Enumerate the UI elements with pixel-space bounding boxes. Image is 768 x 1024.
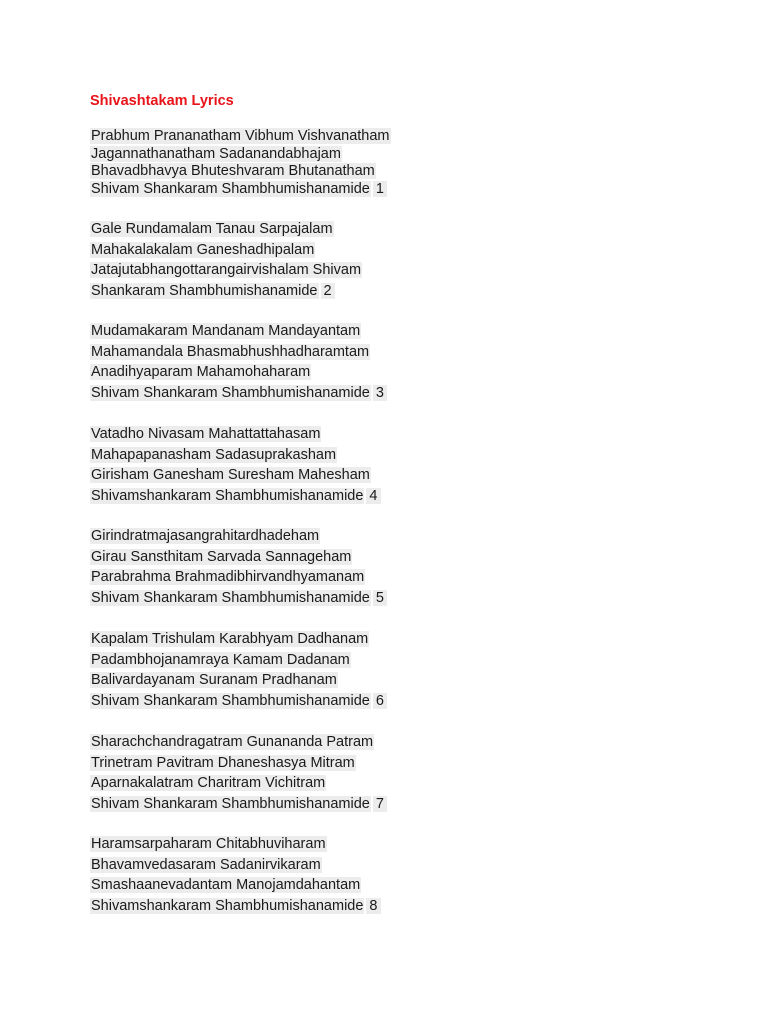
lyric-text: Mahapapanasham Sadasuprakasham [91,446,337,463]
lyric-text: Shivam Shankaram Shambhumishanamide [91,692,370,709]
lyric-text: Shivamshankaram Shambhumishanamide [91,487,364,504]
lyric-line [90,163,391,181]
lyric-line [90,670,387,691]
lyric-line [90,281,362,302]
lyric-line [90,181,391,199]
document-title: Shivashtakam Lyrics [90,93,234,109]
lyric-text: Padambhojanamraya Kamam Dadanam [91,651,350,668]
lyric-text: Mudamakaram Mandanam Mandayantam [91,323,361,339]
lyric-line [90,362,387,383]
stanza [90,526,387,608]
lyric-line [90,855,381,876]
lyric-line [90,834,381,855]
lyric-line [90,650,387,671]
lyric-text: Shivam Shankaram Shambhumishanamide [91,795,370,812]
lyric-text: Shivamshankaram Shambhumishanamide [91,897,364,914]
lyric-text: Jagannathanatham Sadanandabhajam [91,145,341,162]
verse-number: 1 [373,181,387,197]
lyric-text: Haramsarpaharam Chitabhuviharam [91,836,326,852]
stanza [90,629,387,711]
lyric-text: Girau Sansthitam Sarvada Sannageham [91,548,352,565]
lyric-text: Shivam Shankaram Shambhumishanamide [91,589,370,606]
verse-number: 8 [366,898,380,914]
stanza [90,834,381,916]
verse-number: 6 [373,693,387,709]
lyric-line [90,486,381,507]
stanza [90,321,387,403]
lyric-text: Girisham Ganesham Suresham Mahesham [91,467,370,483]
lyric-text: Smashaanevadantam Manojamdahantam [91,877,361,893]
lyric-text: Aparnakalatram Charitram Vichitram [91,775,326,791]
lyric-text: Parabrahma Brahmadibhirvandhyamanam [91,569,365,585]
stanza [90,424,381,506]
lyric-line [90,321,387,342]
lyric-text: Anadihyaparam Mahamohaharam [91,364,311,380]
lyric-text: Gale Rundamalam Tanau Sarpajalam [91,221,333,237]
stanza [90,128,391,198]
lyric-text: Mahamandala Bhasmabhushhadharamtam [91,343,370,360]
lyric-text: Girindratmajasangrahitardhadeham [91,528,320,544]
lyric-line [90,588,387,609]
verse-number: 3 [373,385,387,401]
lyric-line [90,732,387,753]
lyric-line [90,547,387,568]
lyric-line [90,896,381,917]
stanza [90,219,362,301]
lyric-text: Bhavamvedasaram Sadanirvikaram [91,856,321,873]
verse-number: 4 [366,488,380,504]
lyric-text: Shankaram Shambhumishanamide [91,282,318,299]
verse-number: 7 [373,796,387,812]
lyric-line [90,260,362,281]
lyric-text: Sharachchandragatram Gunananda Patram [91,734,374,750]
lyric-line [90,691,387,712]
lyric-line [90,773,387,794]
lyric-text: Jatajutabhangottarangairvishalam Shivam [91,262,362,278]
lyric-line [90,342,387,363]
lyric-line [90,526,387,547]
lyric-line [90,240,362,261]
lyric-line [90,445,381,466]
lyric-line [90,219,362,240]
lyric-text: Kapalam Trishulam Karabhyam Dadhanam [91,631,369,647]
verse-number: 5 [373,590,387,606]
lyric-text: Mahakalakalam Ganeshadhipalam [91,241,315,258]
lyric-line [90,128,391,146]
lyric-text: Trinetram Pavitram Dhaneshasya Mitram [91,754,355,771]
lyric-text: Shivam Shankaram Shambhumishanamide [91,384,370,401]
lyric-line [90,875,381,896]
lyric-line [90,424,381,445]
stanza [90,732,387,814]
lyric-text: Balivardayanam Suranam Pradhanam [91,672,337,688]
lyric-line [90,383,387,404]
verse-number: 2 [321,283,335,299]
lyric-line [90,567,387,588]
lyric-line [90,146,391,164]
lyric-line [90,629,387,650]
lyric-text: Shivam Shankaram Shambhumishanamide [91,180,370,197]
lyric-text: Prabhum Prananatham Vibhum Vishvanatham [91,128,390,144]
lyric-text: Bhavadbhavya Bhuteshvaram Bhutanatham [91,163,375,179]
lyric-text: Vatadho Nivasam Mahattattahasam [91,426,321,442]
lyric-line [90,753,387,774]
lyric-line [90,794,387,815]
lyric-line [90,465,381,486]
